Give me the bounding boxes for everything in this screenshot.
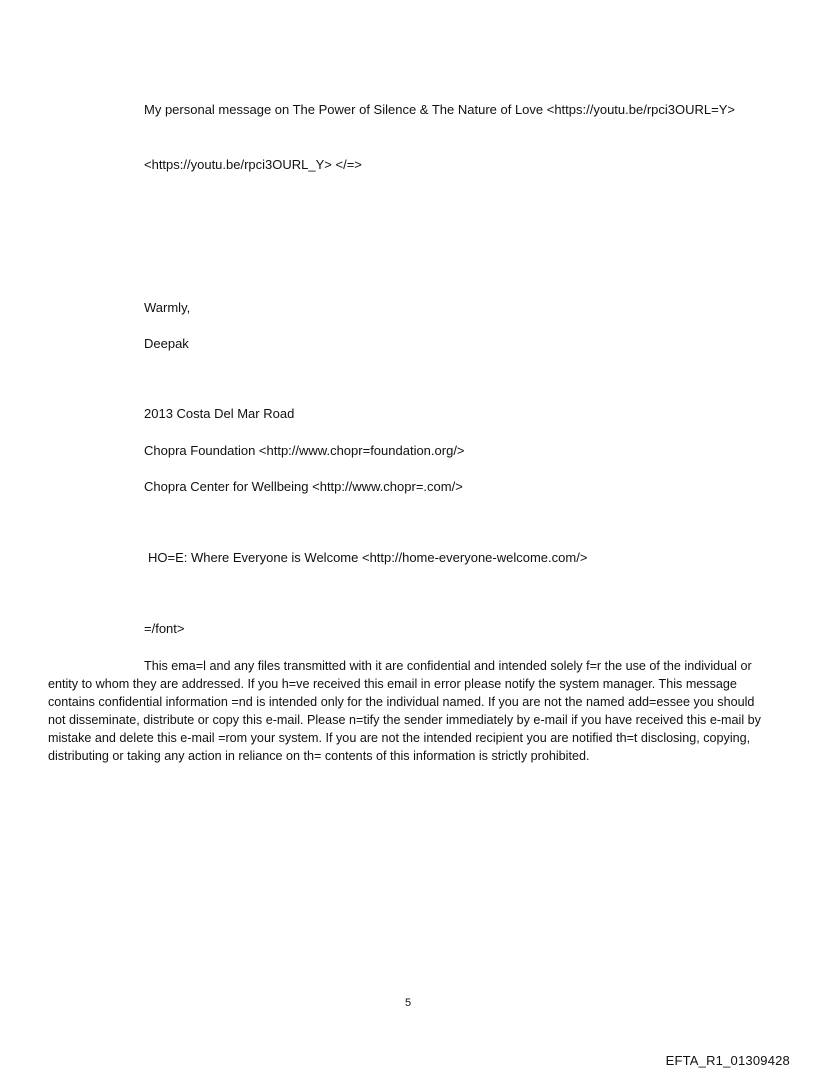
foundation-line: Chopra Foundation <http://www.chopr=foundation.org/> <box>144 443 465 458</box>
message-line: My personal message on The Power of Silence & The Nature of Love <https://youtu.be/rpci3OURL=Y> <box>144 102 735 117</box>
closing-line: Warmly, <box>144 300 191 315</box>
home-line: HO=E: Where Everyone is Welcome <http://home-everyone-welcome.com/> <box>148 550 588 565</box>
link-line: <https://youtu.be/rpci3OURL_Y> </=> <box>144 157 362 172</box>
confidentiality-disclaimer: This ema=l and any files transmitted with it are confidential and intended solely f=r the use of the individual or entity to whom they are addressed. If you h=ve received this email in error please notify the system manager. This message contains confidential information =nd is intended only for the individual named. If you are not the named add=essee you should not disseminate, distribute or copy this e-mail. Please n=tify the sender immediately by e-mail if you have received this e-mail by mistake and delete this e-mail =rom your system. If you are not the intended recipient you are notified th=t disclosing, copying, distributing or taking any action in reliance on th= contents of this information is strictly prohibited. <box>48 659 761 763</box>
page-number: 5 <box>404 997 412 1009</box>
font-tag-line: =/font> <box>144 621 185 636</box>
signature-name: Deepak <box>144 336 189 351</box>
bates-id: EFTA_R1_01309428 <box>665 1053 790 1068</box>
address-line: 2013 Costa Del Mar Road <box>144 406 295 421</box>
center-line: Chopra Center for Wellbeing <http://www.chopr=.com/> <box>144 479 463 494</box>
